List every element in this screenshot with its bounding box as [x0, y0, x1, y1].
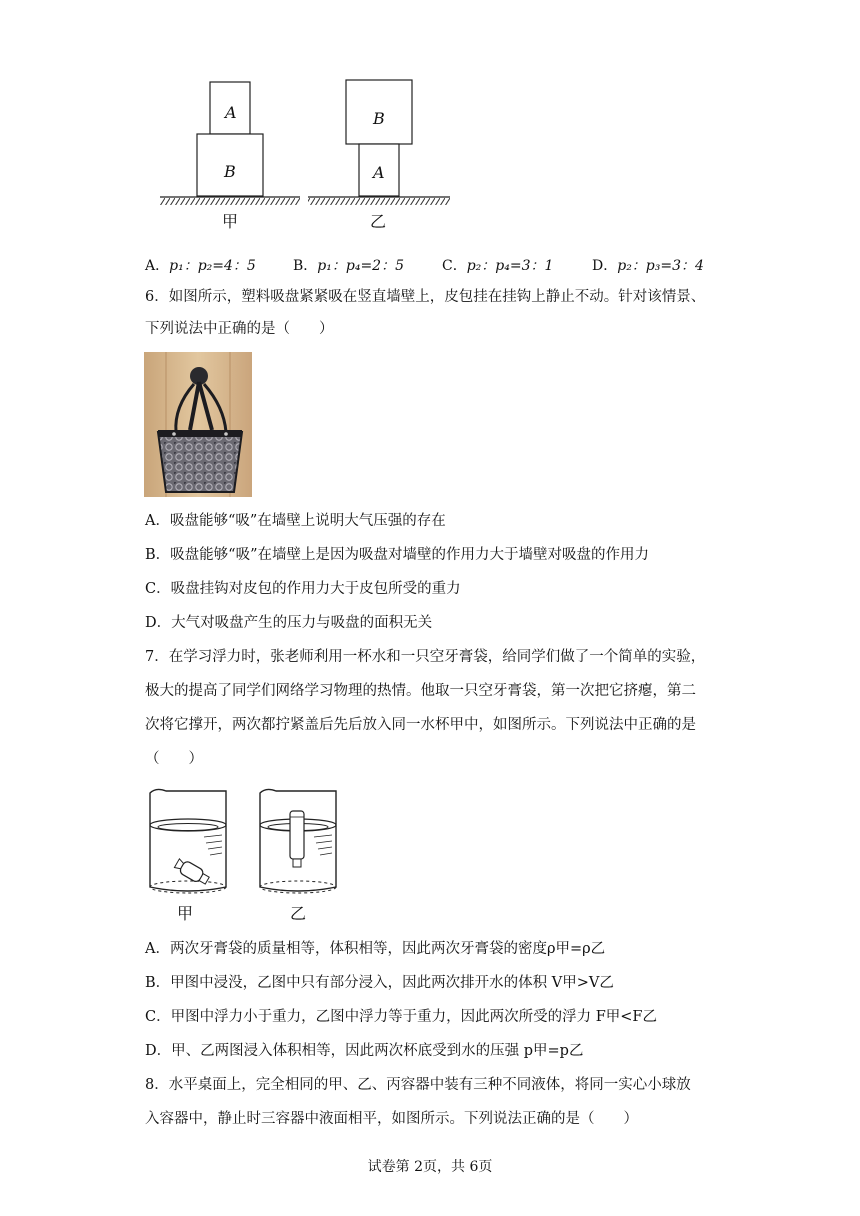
q6-stem-line1: 6．如图所示，塑料吸盘紧紧吸在竖直墙壁上，皮包挂在挂钩上静止不动。针对该情景、	[145, 289, 706, 305]
q8-stem-line2: 入容器中，静止时三容器中液面相平，如图所示。下列说法正确的是（ ）	[145, 1111, 638, 1127]
beaker-label-yi: 乙	[290, 904, 307, 923]
q5-option-b: B．p₁：p₄=2：5	[293, 258, 404, 274]
figure-label-yi: 乙	[370, 212, 387, 231]
beakers-figure	[142, 785, 352, 900]
bag-on-suction-hook-photo	[144, 352, 252, 497]
beaker-jia	[150, 789, 226, 893]
q5-option-a: A．p₁：p₂=4：5	[145, 258, 256, 274]
q7-stem-line2: 极大的提高了同学们网络学习物理的热情。他取一只空牙膏袋，第一次把它挤瘪，第二	[145, 683, 696, 699]
q6-option-c: C．吸盘挂钩对皮包的作用力大于皮包所受的重力	[145, 581, 461, 597]
handbag	[158, 432, 242, 492]
blocks-figure	[150, 70, 460, 235]
q6-option-d: D．大气对吸盘产生的压力与吸盘的面积无关	[145, 615, 433, 631]
block-b-yi-label: B	[373, 109, 385, 128]
q7-option-c: C．甲图中浮力小于重力，乙图中浮力等于重力，因此两次所受的浮力 F甲<F乙	[145, 1009, 657, 1025]
figure-label-jia: 甲	[222, 212, 239, 231]
q7-stem-line1: 7．在学习浮力时，张老师利用一杯水和一只空牙膏袋，给同学们做了一个简单的实验，	[145, 649, 706, 665]
beaker-label-jia: 甲	[177, 904, 194, 923]
q7-stem-line3: 次将它撑开，两次都拧紧盖后先后放入同一水杯甲中，如图所示。下列说法中正确的是	[145, 717, 696, 733]
page-footer: 试卷第 2页，共 6页	[367, 1159, 493, 1175]
block-b-jia-label: B	[224, 162, 236, 181]
q6-option-a: A．吸盘能够“吸”在墙壁上说明大气压强的存在	[145, 513, 446, 529]
q7-stem-line4: （ ）	[145, 751, 203, 767]
q7-option-a: A．两次牙膏袋的质量相等，体积相等，因此两次牙膏袋的密度ρ甲=ρ乙	[145, 941, 606, 957]
q6-option-b: B．吸盘能够“吸”在墙壁上是因为吸盘对墙壁的作用力大于墙壁对吸盘的作用力	[145, 547, 649, 563]
q7-option-b: B．甲图中浸没，乙图中只有部分浸入，因此两次排开水的体积 V甲>V乙	[145, 975, 614, 991]
block-a-jia-label: A	[225, 103, 237, 122]
beaker-yi	[260, 789, 336, 893]
q5-option-c: C．p₂：p₄=3：1	[442, 258, 554, 274]
q8-stem-line1: 8．水平桌面上，完全相同的甲、乙、丙容器中装有三种不同液体，将同一实心小球放	[145, 1077, 691, 1093]
q6-stem-line2: 下列说法中正确的是（ ）	[145, 321, 334, 337]
q7-option-d: D．甲、乙两图浸入体积相等，因此两次杯底受到水的压强 p甲=p乙	[145, 1043, 584, 1059]
q5-option-d: D．p₂：p₃=3：4	[592, 258, 704, 274]
block-a-yi-label: A	[373, 163, 385, 182]
